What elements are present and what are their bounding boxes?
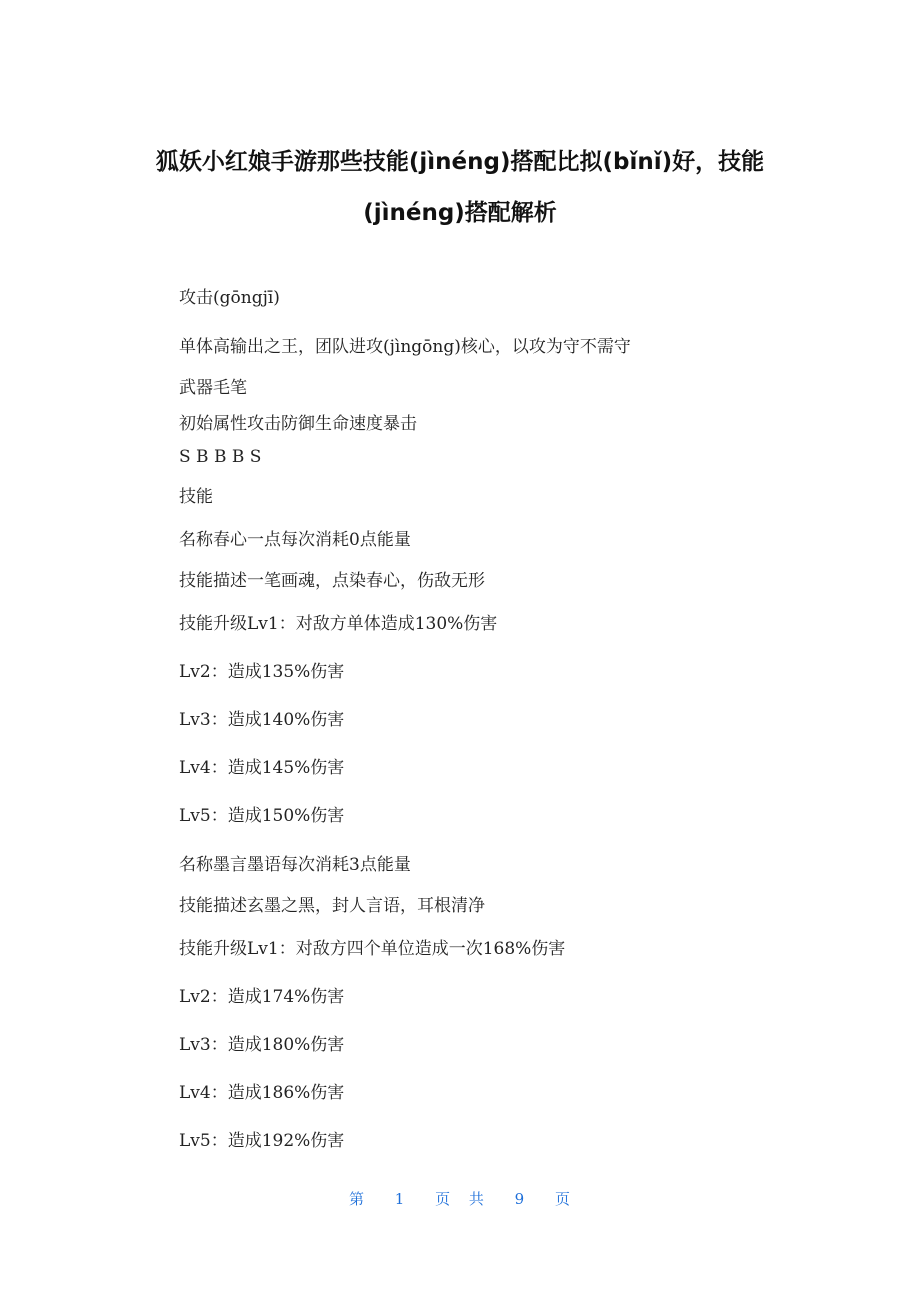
skill-1-level-1: 技能升级Lv1：对敌方单体造成130%伤害: [179, 614, 498, 634]
page-footer: [0, 1188, 920, 1209]
section-heading-attack: 攻击(gōngjī): [179, 288, 280, 308]
skill-1-description: 技能描述一笔画魂，点染春心，伤敌无形: [179, 571, 485, 591]
skill-2-level-1: 技能升级Lv1：对敌方四个单位造成一次168%伤害: [179, 939, 566, 959]
skill-2-level-4: Lv4：造成186%伤害: [179, 1083, 345, 1103]
attributes-header: 初始属性攻击防御生命速度暴击: [179, 414, 417, 434]
weapon-line: 武器毛笔: [179, 378, 247, 398]
footer-page-number: 1: [394, 1190, 406, 1208]
page-title-line-1: 狐妖小红娘手游那些技能(jìnéng)搭配比拟(bǐnǐ)好，技能: [155, 149, 765, 175]
skill-2-level-3: Lv3：造成180%伤害: [179, 1035, 345, 1055]
skill-2-level-2: Lv2：造成174%伤害: [179, 987, 345, 1007]
skill-2-name: 名称墨言墨语每次消耗3点能量: [179, 855, 411, 875]
skill-1-level-4: Lv4：造成145%伤害: [179, 758, 345, 778]
footer-prefix: 第: [348, 1190, 365, 1208]
skill-1-level-2: Lv2：造成135%伤害: [179, 662, 345, 682]
skill-2-level-5: Lv5：造成192%伤害: [179, 1131, 345, 1151]
footer-middle: 页 共: [435, 1190, 485, 1208]
skill-2-description: 技能描述玄墨之黑，封人言语，耳根清净: [179, 896, 485, 916]
footer-suffix: 页: [555, 1190, 572, 1208]
skill-1-level-3: Lv3：造成140%伤害: [179, 710, 345, 730]
skills-heading: 技能: [179, 487, 213, 507]
role-description: 单体高输出之王，团队进攻(jìngōng)核心，以攻为守不需守: [179, 337, 631, 357]
attributes-grades: S B B B S: [179, 447, 262, 467]
footer-total-pages: 9: [514, 1190, 526, 1208]
skill-1-name: 名称春心一点每次消耗0点能量: [179, 530, 411, 550]
page-title-line-2: (jìnéng)搭配解析: [363, 200, 557, 226]
skill-1-level-5: Lv5：造成150%伤害: [179, 806, 345, 826]
